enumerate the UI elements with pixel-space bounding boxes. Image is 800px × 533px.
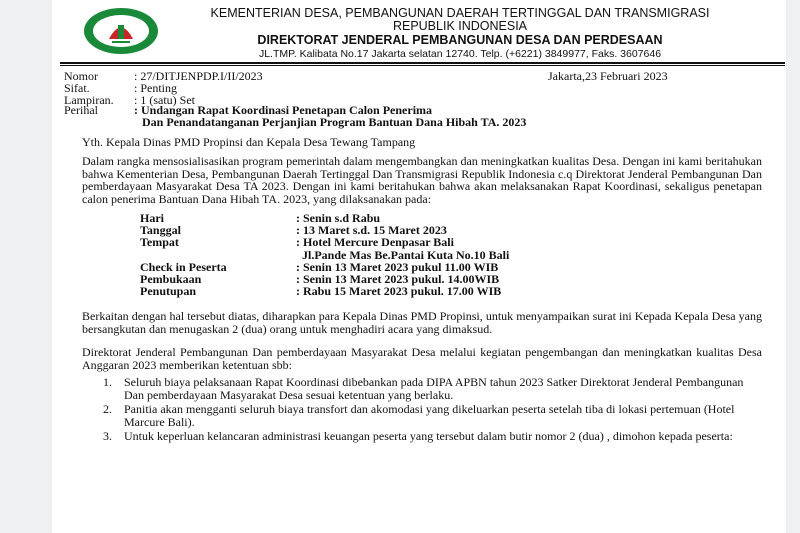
list-item [103, 376, 763, 401]
list-text: Seluruh biaya pelaksanaan Rapat Koordinasi dibebankan pada DIPA APBN tahun 2023 Satker Direktorat Jenderal Pembangunan Dan pemberdayaan Masyarakat Desa sesuai ketentuan yang berlaku. [124, 375, 744, 402]
schedule-value: : Hotel Mercure Denpasar Bali [296, 235, 454, 250]
schedule-value: : 13 Maret s.d. 15 Maret 2023 [296, 223, 447, 238]
schedule-value: : Senin 13 Maret 2023 pukul. 14.00WIB [296, 272, 500, 287]
schedule-table [140, 212, 509, 297]
list-item [103, 430, 763, 443]
list-text: Untuk keperluan kelancaran administrasi keuangan peserta yang tersebut dalam butir nomor 2 (dua) , dimohon kepada peserta: [124, 429, 733, 443]
ministry-logo [82, 6, 160, 56]
directorate-name: DIREKTORAT JENDERAL PEMBANGUNAN DESA DAN PERDESAAN [257, 33, 663, 47]
letterhead-divider [60, 62, 785, 64]
ministry-emblem-icon [84, 8, 158, 54]
list-number: 3. [103, 429, 112, 443]
schedule-value: Jl.Pande Mas Be.Pantai Kuta No.10 Bali [296, 247, 510, 262]
letterhead [165, 6, 755, 61]
perihal-label: Perihal [64, 103, 98, 117]
schedule-value: : Senin 13 Maret 2023 pukul 11.00 WIB [296, 259, 499, 274]
list-number: 2. [103, 402, 112, 416]
address-line: JL.TMP. Kalibata No.17 Jakarta selatan 12740. Telp. (+6221) 3849977, Faks. 3607646 [258, 48, 662, 60]
provisions-list [103, 376, 763, 445]
provisions-intro: Direktorat Jenderal Pembangunan Dan pemberdayaan Masyarakat Desa melalui kegiatan pengembangan dan meningkatkan kualitas Desa Anggaran 2023 memberikan ketentuan sbb: [82, 345, 762, 372]
schedule-value: : Rabu 15 Maret 2023 pukul. 17.00 WIB [296, 284, 502, 299]
schedule-row [140, 249, 509, 261]
schedule-label: Penutupan [140, 284, 197, 299]
list-number: 1. [103, 375, 112, 389]
list-item [103, 403, 763, 428]
letter-date: Jakarta,23 Februari 2023 [548, 69, 668, 83]
country-name: REPUBLIK INDONESIA [392, 19, 528, 33]
ministry-name: KEMENTERIAN DESA, PEMBANGUNAN DAERAH TERTINGGAL DAN TRANSMIGRASI [210, 6, 710, 20]
sifat-label: Sifat. [64, 81, 90, 95]
letterhead-divider-thin [60, 65, 785, 66]
schedule-row [140, 285, 509, 297]
list-text: Panitia akan mengganti seluruh biaya transfort dan akomodasi yang dikeluarkan peserta setelah tiba di lokasi pertemuan (Hotel Marcure Bali). [124, 402, 735, 429]
lampiran-value: : 1 (satu) Set [134, 93, 195, 107]
schedule-label: Check in Peserta [140, 259, 227, 274]
request-paragraph: Berkaitan dengan hal tersebut diatas, diharapkan para Kepala Dinas PMD Propinsi, untuk menyampaikan surat ini Kepada Kepala Desa yang bersangkutan dan menugaskan 2 (dua) orang untuk menghadiri acara yang dimaksud. [82, 309, 762, 336]
perihal-value: : Undangan Rapat Koordinasi Penetapan Calon Penerima [134, 103, 433, 117]
addressee: Yth. Kepala Dinas PMD Propinsi dan Kepala Desa Tewang Tampang [82, 135, 416, 149]
intro-paragraph: Dalam rangka mensosialisasikan program pemerintah dalam mengembangkan dan meningkatkan kualitas Desa. Dengan ini kami beritahukan bahwa Kementerian Desa, Pembangunan Daerah Tertinggal Dan Transmigrasi Republik Indonesia c.q Direktorat Jenderal Pembangunan Dan pemberdayaan Masyarakat Desa TA 2023. Dengan ini kami beritahukan bahwa akan melaksanakan Rapat Koordinasi, sekaligus penetapan calon penerima Bantuan Dana Hibah TA. 2023, yang dilaksanakan pada: [82, 154, 762, 206]
nomor-label: Nomor [64, 69, 98, 83]
schedule-label: Tempat [140, 235, 179, 250]
sifat-value: : Penting [134, 81, 178, 95]
lampiran-label: Lampiran. [64, 93, 114, 107]
schedule-label: Tanggal [140, 223, 181, 238]
schedule-label: Hari [140, 211, 164, 225]
schedule-value: : Senin s.d Rabu [296, 211, 381, 225]
schedule-row [140, 236, 509, 248]
perihal-value-cont: Dan Penandatanganan Perjanjian Program Bantuan Dana Hibah TA. 2023 [142, 115, 527, 129]
nomor-value: : 27/DITJENPDP.I/II/2023 [134, 69, 263, 83]
schedule-label [140, 249, 296, 261]
schedule-label: Pembukaan [140, 272, 202, 287]
